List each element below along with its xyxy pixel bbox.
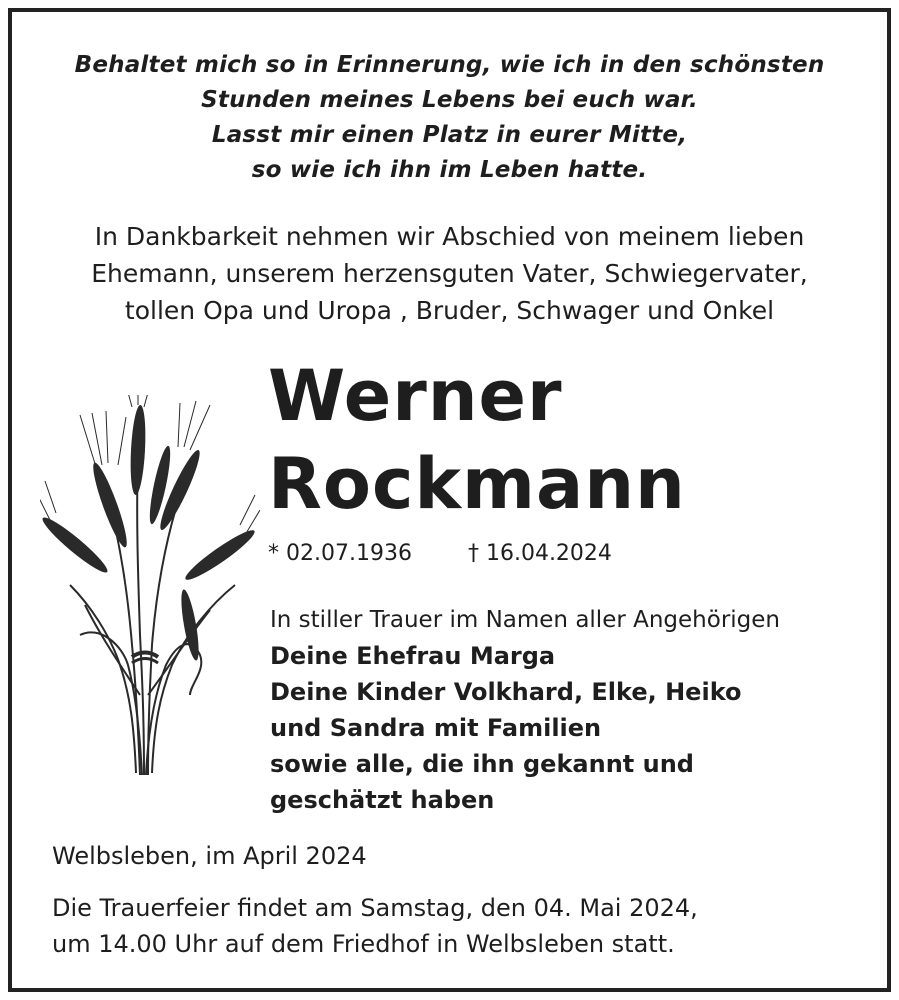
service-line: um 14.00 Uhr auf dem Friedhof in Welbsleben statt. — [52, 930, 675, 958]
deceased-name — [268, 352, 686, 528]
wheat-sheaf-icon — [40, 395, 260, 785]
intro-line: In Dankbarkeit nehmen wir Abschied von meinem lieben — [94, 222, 805, 251]
poem-line: so wie ich ihn im Leben hatte. — [251, 157, 648, 183]
last-name: Rockmann — [268, 443, 686, 525]
mourner-line: Deine Ehefrau Marga — [270, 642, 556, 670]
poem-line: Behaltet mich so in Erinnerung, wie ich in den schönsten — [74, 52, 825, 78]
mourner-line: geschätzt haben — [270, 786, 495, 814]
poem-line: Stunden meines Lebens bei euch war. — [201, 87, 698, 113]
funeral-service-info — [52, 890, 698, 962]
intro-line: Ehemann, unserem herzensguten Vater, Schwiegervater, — [91, 259, 808, 288]
farewell-intro — [0, 218, 899, 329]
memorial-poem — [0, 48, 899, 188]
poem-line: Lasst mir einen Platz in eurer Mitte, — [211, 122, 688, 148]
first-name: Werner — [268, 355, 563, 437]
mourner-line: Deine Kinder Volkhard, Elke, Heiko — [270, 678, 742, 706]
death-date: † 16.04.2024 — [467, 541, 612, 566]
life-dates — [268, 537, 612, 571]
birth-date: * 02.07.1936 — [268, 541, 412, 566]
mourner-line: sowie alle, die ihn gekannt und — [270, 750, 694, 778]
mourners-list — [270, 602, 780, 818]
mourners-lead: In stiller Trauer im Namen aller Angehörigen — [270, 607, 780, 633]
place-and-date: Welbsleben, im April 2024 — [52, 842, 367, 870]
mourner-line: und Sandra mit Familien — [270, 714, 602, 742]
intro-line: tollen Opa und Uropa , Bruder, Schwager und Onkel — [124, 296, 775, 325]
service-line: Die Trauerfeier findet am Samstag, den 04. Mai 2024, — [52, 894, 698, 922]
